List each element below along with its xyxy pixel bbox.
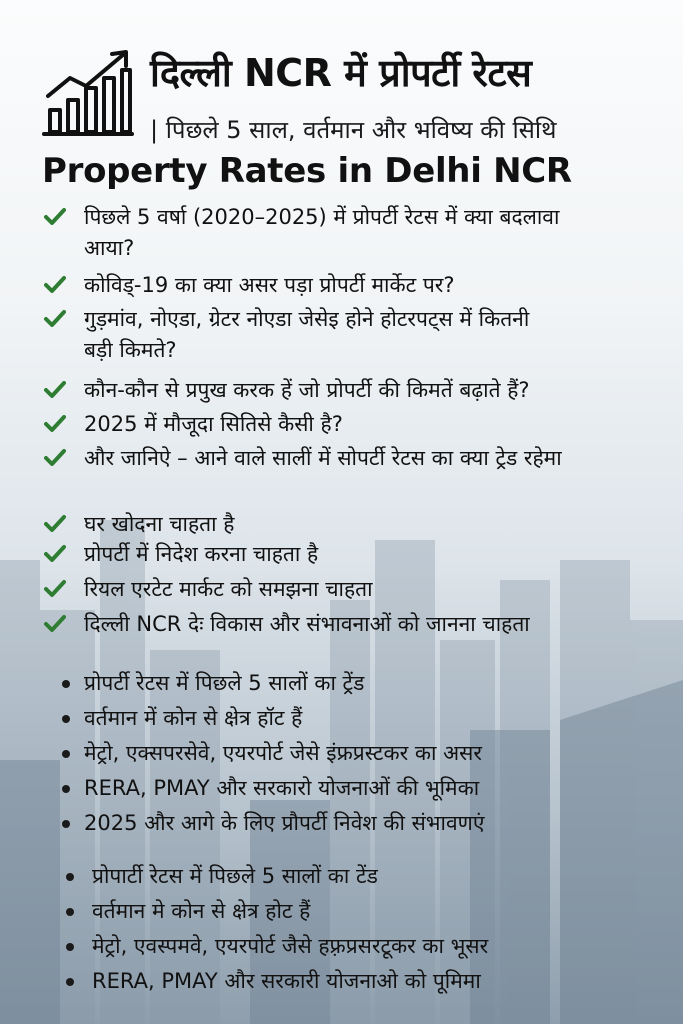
bullet-dot xyxy=(66,943,74,951)
bullet-dot xyxy=(66,873,74,881)
check-icon xyxy=(44,380,66,400)
topics-list xyxy=(0,669,484,844)
list-item xyxy=(0,410,562,444)
list-item xyxy=(0,862,488,897)
list-item-label: बड़ी किमते? xyxy=(84,338,177,362)
check-icon xyxy=(44,207,66,227)
questions-list xyxy=(0,203,562,478)
bullet-dot xyxy=(66,908,74,916)
list-item xyxy=(0,610,530,645)
list-item xyxy=(0,704,484,739)
list-item xyxy=(0,444,562,478)
bullet-dot xyxy=(62,680,70,688)
growth-chart-icon xyxy=(42,48,134,138)
list-item xyxy=(0,739,484,774)
topics-repeat-list xyxy=(0,862,488,1002)
list-item-label: 2025 और आगे के लिए प्रौपर्टी निवेश की संभावणएं xyxy=(84,811,485,835)
page-title-hindi: दिल्ली NCR में प्रोपर्टी रेटस xyxy=(150,51,532,95)
bullet-dot xyxy=(62,820,70,828)
list-item-label: गुड़मांव, नोएडा, ग्रेटर नोएडा जेसेइ होने होटरपट्स में कितनी xyxy=(84,307,530,331)
check-icon xyxy=(44,514,66,534)
list-item-label: कोविड्-19 का क्या असर पड़ा प्रोपर्टी मार्केट पर? xyxy=(84,273,455,297)
list-item-label: घर खोदना चाहता है xyxy=(84,512,235,536)
list-item xyxy=(0,336,562,376)
list-item-label: RERA, PMAY और सरकारो योजनाओं की भूमिका xyxy=(84,776,480,800)
list-item-label: रियल एरटेट मार्कट को समझना चाहता xyxy=(84,577,373,601)
list-item-label: दिल्ली NCR देः विकास और संभावनाओं को जानना चाहता xyxy=(84,612,530,636)
list-item-label: वर्तमान में कोन से क्षेत्र हॉट हैं xyxy=(84,706,303,730)
list-item-label: प्रोपर्टी में निदेश करना चाहता है xyxy=(84,542,319,566)
list-item-label: आया? xyxy=(84,236,135,260)
list-item-label: और जानिऐ – आने वाले सालीं में सोपर्टी रेटस का क्या ट्रेड रहेमा xyxy=(84,446,562,470)
list-item xyxy=(0,510,530,540)
list-item xyxy=(0,669,484,704)
list-item xyxy=(0,271,562,305)
list-item xyxy=(0,305,562,336)
audience-list xyxy=(0,510,530,645)
check-icon xyxy=(44,544,66,564)
list-item-label: 2025 में मौजूदा सितिसे कैसी है? xyxy=(84,412,343,436)
list-item xyxy=(0,203,562,234)
page-subtitle: | पिछले 5 साल, वर्तमान और भविष्य की सिथि xyxy=(150,116,557,144)
check-icon xyxy=(44,275,66,295)
list-item xyxy=(0,376,562,410)
bullet-dot xyxy=(62,785,70,793)
list-item xyxy=(0,575,530,610)
page-title-english: Property Rates in Delhi NCR xyxy=(42,151,572,191)
list-item-label: प्रोपार्टी रेटस में पिछले 5 सालों का टेंड xyxy=(92,864,378,888)
bullet-dot xyxy=(66,978,74,986)
list-item-label: कौन-कौन से प्रपुख करक हें जो प्रोपर्टी की किमतें बढ़ाते हैं? xyxy=(84,378,530,402)
list-item-label: RERA, PMAY और सरकारी योजनाओ को पूमिमा xyxy=(92,969,481,993)
list-item xyxy=(0,809,484,844)
check-icon xyxy=(44,414,66,434)
bullet-dot xyxy=(62,750,70,758)
list-item xyxy=(0,932,488,967)
list-item xyxy=(0,967,488,1002)
list-item-label: प्रोपर्टी रेटस में पिछले 5 सालों का ट्रेंड xyxy=(84,671,365,695)
check-icon xyxy=(44,579,66,599)
list-item xyxy=(0,234,562,271)
check-icon xyxy=(44,309,66,329)
list-item xyxy=(0,897,488,932)
list-item-label: वर्तमान मे कोन से क्षेत्र होट हैं xyxy=(92,899,311,923)
bullet-dot xyxy=(62,715,70,723)
list-item-label: मेट्रो, एवस्पमवे, एयरपोर्ट जैसे हफ़्रप्रसरटूकर का भूसर xyxy=(92,934,489,958)
check-icon xyxy=(44,448,66,468)
list-item xyxy=(0,540,530,575)
list-item-label: पिछले 5 वर्षा (2020–2025) में प्रोपर्टी रेटस में क्या बदलावा xyxy=(84,205,560,229)
check-icon xyxy=(44,614,66,634)
list-item-label: मेट्रो, एक्सपरसेवे, एयरपोर्ट जेसे इंफ्रप्रस्टकर का असर xyxy=(84,741,482,765)
list-item xyxy=(0,774,484,809)
